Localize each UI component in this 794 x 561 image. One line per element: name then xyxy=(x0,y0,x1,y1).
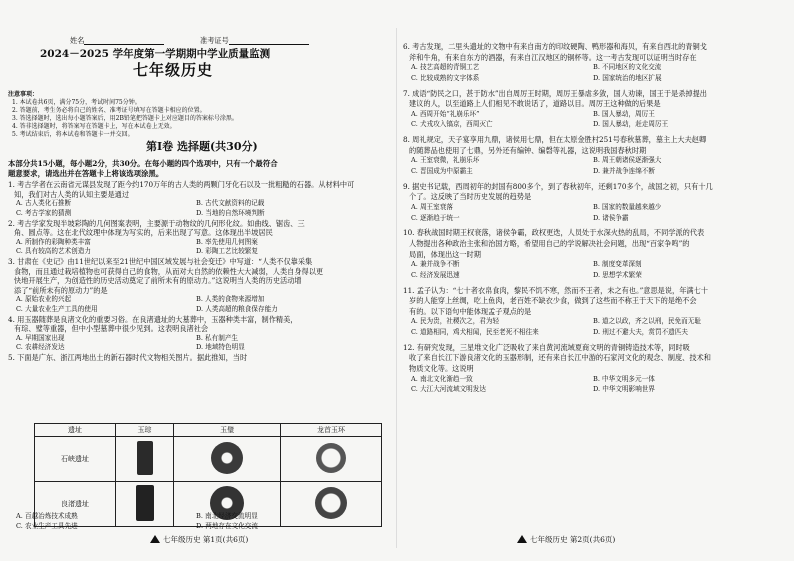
question-stem-cont: 岁的人能穿上丝绸，吃上鱼肉，老百姓不缺衣少食，做到了这些而不称王于天下的是绝不会 xyxy=(409,296,697,306)
q5-row-shixia xyxy=(35,437,382,482)
answer-option: C. 考古学家的猜测 xyxy=(16,208,72,217)
q5-row-label: 石峡遗址 xyxy=(35,437,116,482)
note-item: 1. 本试卷共6页，满分75分，考试时间75分钟。 xyxy=(12,99,141,106)
section-intro-line-1: 本部分共15小题，每小题2分，共30分。在每小题的四个选项中，只有一个最符合 xyxy=(8,159,278,168)
jade-cong-image xyxy=(116,482,174,527)
answer-option: A. 原始农业的兴起 xyxy=(16,295,72,303)
answer-option: B. 古代文献资料的记载 xyxy=(196,199,265,207)
note-item: 5. 考试结束后，将本试卷和答题卡一并交回。 xyxy=(12,131,134,138)
answer-option: D. 中华文明影响世界 xyxy=(593,385,655,394)
exam-subject-title: 七年级历史 xyxy=(133,61,214,79)
answer-option: C. 具有较高的艺术创造力 xyxy=(16,247,91,255)
answer-option: C. 道路相同，鸡犬相闻，民至老死不相往来 xyxy=(411,328,539,336)
answer-option: C. 农业生产工具先进 xyxy=(16,522,78,530)
answer-option: D. 兼并战争连绵不断 xyxy=(593,167,655,175)
answer-option: A. 百越冶炼技术成熟 xyxy=(16,512,78,520)
answer-option: A. 技艺高超的青铜工艺 xyxy=(411,63,480,72)
answer-option: B. 人类的食物来源增加 xyxy=(196,295,265,303)
answer-option: B. 周王朝诸侯逐渐强大 xyxy=(593,156,662,165)
question-stem: 6. 考古发现，二里头遗址的文物中有来自南方的印纹硬陶、鸭形器和海贝，有来自西北的青铜戈 xyxy=(403,42,707,51)
exam-title: 2024－2025 学年度第一学期期中学业质量监测 xyxy=(40,48,271,60)
question-stem-cont: 建议的人，以至道路上人们相见不敢说话了，道路以目。周厉王这种做的后果是 xyxy=(409,99,661,109)
answer-option: C. 农耕经济发达 xyxy=(16,343,65,351)
answer-option: A. 西周开始“礼崩乐坏” xyxy=(411,109,480,118)
question-stem: 10. 春秋战国时期王权衰落，诸侯争霸，政权更迭，人员处于水深火热的乱局，不同学派的代表 xyxy=(403,228,705,238)
q5-header-site: 遗址 xyxy=(35,424,116,437)
answer-option: D. 国人暴动，赶走周厉王 xyxy=(593,120,669,129)
question-stem: 3. 甘肃在《史记》由11世纪以来至21世纪中国区域发展与社会变迁》中写道：“人类不仅靠采集 xyxy=(8,257,313,266)
answer-option: B. 制度变革深刻 xyxy=(593,260,642,269)
question-stem-cont: 快地开展生产，为创造性的历史活动奠定了前所未有的原动力。”这说明当人类的历史活动增 xyxy=(14,276,302,285)
jade-bi-image xyxy=(174,437,281,482)
answer-option: B. 率先使用几何图案 xyxy=(196,237,258,246)
answer-option: A. 所制作的彩陶种类丰富 xyxy=(16,237,91,246)
answer-option: D. 地域特色明显 xyxy=(196,343,245,351)
question-stem: 2. 考古学家发现半坡彩陶的几何图案表明，主要源于动物纹的几何形化纹。如曲线、锯齿、三 xyxy=(8,218,305,228)
note-item: 2. 答题前，考生务必将自己的姓名、准考证号填写在答题卡相应的位置。 xyxy=(12,107,206,114)
q5-header-bi: 玉璧 xyxy=(174,424,281,437)
footer-text: 七年级历史 第1页(共6页) xyxy=(163,535,249,544)
ticket-field xyxy=(200,36,309,45)
answer-option: D. 两地存在文化交流 xyxy=(196,522,258,530)
question-stem-cont: 个了。这反映了当时历史发展的趋势是 xyxy=(409,192,532,202)
answer-option: C. 大江大河流域文明发达 xyxy=(411,385,486,394)
q5-header-ring: 龙首玉环 xyxy=(281,424,382,437)
note-item: 3. 答选择题时，选出每小题答案后，用2B铅笔把答题卡上对应题目的答案标号涂黑。 xyxy=(12,115,238,122)
answer-option: B. 道之以政，齐之以刑，民免而无耻 xyxy=(593,317,701,326)
answer-option: B. 不同地区的文化交流 xyxy=(593,63,662,72)
answer-option: C. 经济发展迅速 xyxy=(411,270,460,279)
answer-option: B. 南北经济交流明显 xyxy=(196,512,258,520)
answer-option: C. 大量农业生产工具的使用 xyxy=(16,304,98,313)
answer-option: C. 晋国成为中原霸主 xyxy=(411,167,473,175)
question-stem: 1. 考古学者在云南省元谋县发现了距今约170万年的古人类的两颗门牙化石以及一批粗糙的石器。从材料中可 xyxy=(8,180,355,189)
answer-option: D. 刑过不避大夫，赏罚不遗匹夫 xyxy=(593,328,688,336)
answer-option: D. 国家统治的地区扩展 xyxy=(593,73,662,82)
name-field xyxy=(70,36,164,45)
answer-option: C. 比较成熟的文字体系 xyxy=(411,73,480,82)
page-footer-right xyxy=(517,534,615,545)
question-stem: 4. 用玉器随葬是良渚文化的重要习俗。在良渚遗址的大墓葬中，玉器种类丰富，制作精美， xyxy=(8,314,298,324)
note-item: 4. 答非选择题时，将答案写在答题卡上，写在本试卷上无效。 xyxy=(12,123,176,130)
ticket-label: 准考证号 xyxy=(200,36,229,45)
answer-option: A. 王室衰微，礼崩乐坏 xyxy=(411,156,480,165)
section-title: 第Ⅰ卷 选择题(共30分) xyxy=(146,140,258,153)
question-stem-cont: 物质文化等。这说明 xyxy=(409,364,474,373)
page-footer-left xyxy=(150,534,248,545)
answer-option: A. 南北文化渐趋一致 xyxy=(411,374,473,383)
footer-text: 七年级历史 第2页(共6页) xyxy=(530,535,616,544)
name-label: 姓名 xyxy=(70,36,85,45)
section-intro-line-2: 题意要求，请选出并在答题卡上将该选项涂黑。 xyxy=(8,169,164,178)
question-stem-cont: 的随葬品也使用了七鼎，另外还有编钟、编磬等礼器，这说明我国春秋时期 xyxy=(409,145,647,155)
question-stem-cont: 添了“前所未有的原动力”的是 xyxy=(14,285,108,295)
q5-table-header-row xyxy=(35,424,382,437)
question-stem: 5. 下面是广东、浙江两地出土的新石器时代文物相关图片。据此推知，当时 xyxy=(8,353,248,362)
answer-option: B. 国家的数量越来越少 xyxy=(593,203,662,211)
answer-option: D. 彩陶工艺比较繁复 xyxy=(196,247,258,255)
question-stem-cont: 角、圆点等。这在北代纹理中体现为写实的，后来出现了写意。这体现出半坡居民 xyxy=(14,228,273,237)
question-stem-cont: 人物提出各种政治主张和治国方略，希望用自己的学说解决社会问题，出现“百家争鸣”的 xyxy=(409,239,690,248)
question-stem: 7. 成语“防民之口，甚于防水”出自周厉王时期，周厉王暴虐多敛，国人劝谏，国王于是杀掉提出 xyxy=(403,88,707,98)
answer-option: D. 当地的自然环境判断 xyxy=(196,208,265,217)
question-stem: 9. 据史书记载，西周初年的封国有800多个，到了春秋初年，还剩170多个，战国之初，只有十几 xyxy=(403,181,713,191)
answer-option: A. 早期国家出现 xyxy=(16,333,65,342)
exam-page-2 xyxy=(397,28,794,548)
dragon-ring-image xyxy=(281,437,382,482)
answer-option: D. 诸侯争霸 xyxy=(593,213,629,222)
question-stem-cont: 斧和牛角，有来自东方的酒器，有来自江汉地区的铜杯等。这一考古发现可以证明当时存在 xyxy=(409,52,697,62)
answer-option: A. 周王室衰落 xyxy=(411,203,453,211)
question-stem: 8. 周礼规定，天子宴享用九鼎，诸侯用七鼎，但在太原金胜村251号春秋墓葬，墓主上大夫赵卿 xyxy=(403,135,707,145)
answer-option: B. 私有制产生 xyxy=(196,333,239,342)
exam-page-1 xyxy=(0,28,397,548)
answer-option: D. 人类高超的粮食保存能力 xyxy=(196,304,278,313)
question-stem-cont: 有的。以下语句中能体现孟子观点的是 xyxy=(409,306,532,316)
q5-row-label: 良渚遗址 xyxy=(35,482,116,527)
answer-option: D. 思想学术繁荣 xyxy=(593,270,642,279)
triangle-logo-icon xyxy=(517,535,527,543)
answer-option: C. 犬戎攻入镐京，西周灭亡 xyxy=(411,120,493,129)
answer-option: A. 古人类化石推断 xyxy=(16,199,72,207)
answer-option: B. 国人暴动，周厉王 xyxy=(593,109,655,118)
notes-heading: 注意事项： xyxy=(8,91,39,98)
dragon-ring-image xyxy=(281,482,382,527)
answer-option: B. 中华文明多元一体 xyxy=(593,374,655,383)
question-stem-cont: 局面，体现出这一时期 xyxy=(409,249,481,259)
jade-cong-image xyxy=(116,437,174,482)
question-stem-cont: 知，我们对古人类的认知主要是通过 xyxy=(14,189,130,199)
q5-header-cong: 玉琮 xyxy=(116,424,174,437)
triangle-logo-icon xyxy=(150,535,160,543)
question-stem: 11. 孟子认为：“七十者衣帛食肉，黎民不饥不寒，然而不王者，未之有也。”意思是说，年满七十 xyxy=(403,285,708,295)
question-stem: 12. 有研究发现，三星堆文化广泛吸收了来自黄河流域夏商文明的青铜铸造技术等，同时吸 xyxy=(403,342,690,352)
answer-option: C. 逐渐趋于统一 xyxy=(411,213,460,222)
answer-option: A. 兼并战争不断 xyxy=(411,260,460,269)
question-stem-cont: 收了来自长江下游良渚文化的玉器形制，还有来自长江中游的石家河文化的观念、制度、技术和 xyxy=(409,353,711,363)
question-stem-cont: 食物，而且通过栽培植物也可获得自己的食物，从而对大自然的依赖性大大减弱，人类自身得以更 xyxy=(14,266,324,276)
question-stem-cont: 有琮、璧等重器，但中小型墓葬中很少见到。这表明良渚社会 xyxy=(14,324,209,333)
answer-option: A. 民为贵，社稷次之，君为轻 xyxy=(411,317,500,326)
